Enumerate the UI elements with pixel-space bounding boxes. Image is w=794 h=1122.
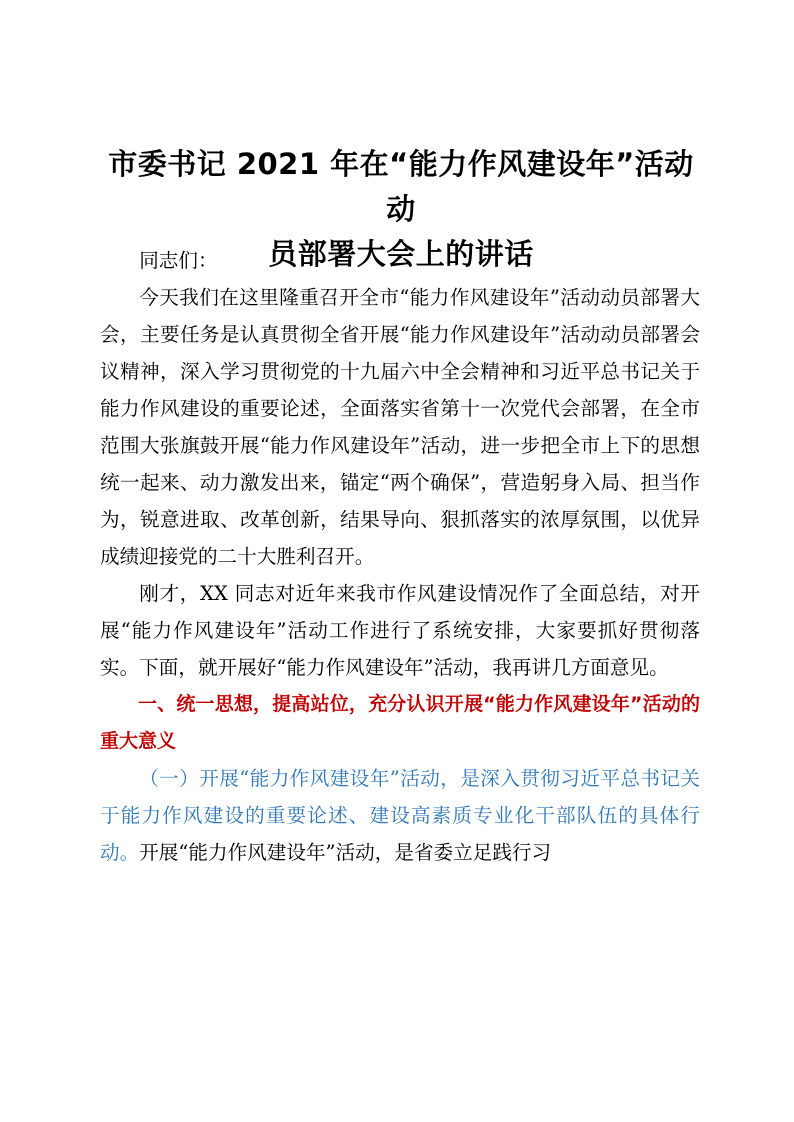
document-body bbox=[100, 242, 700, 871]
section-heading-1: 一、统一思想，提高站位，充分认识开展“能力作风建设年”活动的重大意义 bbox=[100, 693, 700, 752]
paragraph-1: 今天我们在这里隆重召开全市“能力作风建设年”活动动员部署大会，主要任务是认真贯彻全省开展“能力作风建设年”活动动员部署会议精神，深入学习贯彻党的十九届六中全会精神和习近平总书记关于能力作风建设的重要论述，全面落实省第十一次党代会部署，在全市范围大张旗鼓开展“能力作风建设年”活动，进一步把全市上下的思想统一起来、动力激发出来，锚定“两个确保”，营造躬身入局、担当作为，锐意进取、改革创新，结果导向、狠抓落实的浓厚氛围，以优异成绩迎接党的二十大胜利召开。 bbox=[100, 286, 700, 568]
title-line-2: 员部署大会上的讲话 bbox=[268, 237, 534, 271]
sub-heading-1: （一）开展“能力作风建设年”活动，是深入贯彻习近平总书记关于能力作风建设的重要论述、建设高素质专业化干部队伍的具体行动。 bbox=[100, 767, 700, 864]
title-line-1: 市委书记 2021 年在“能力作风建设年”活动动 bbox=[108, 147, 694, 226]
salutation: 同志们： bbox=[139, 249, 218, 272]
paragraph-3-text: 开展“能力作风建设年”活动，是省委立足践行习 bbox=[139, 841, 552, 864]
paragraph-3 bbox=[100, 760, 700, 871]
paragraph-2: 刚才，XX 同志对近年来我市作风建设情况作了全面总结，对开展“能力作风建设年”活动工作进行了系统安排，大家要抓好贯彻落实。下面，就开展好“能力作风建设年”活动，我再讲几方面意见。 bbox=[100, 582, 700, 679]
